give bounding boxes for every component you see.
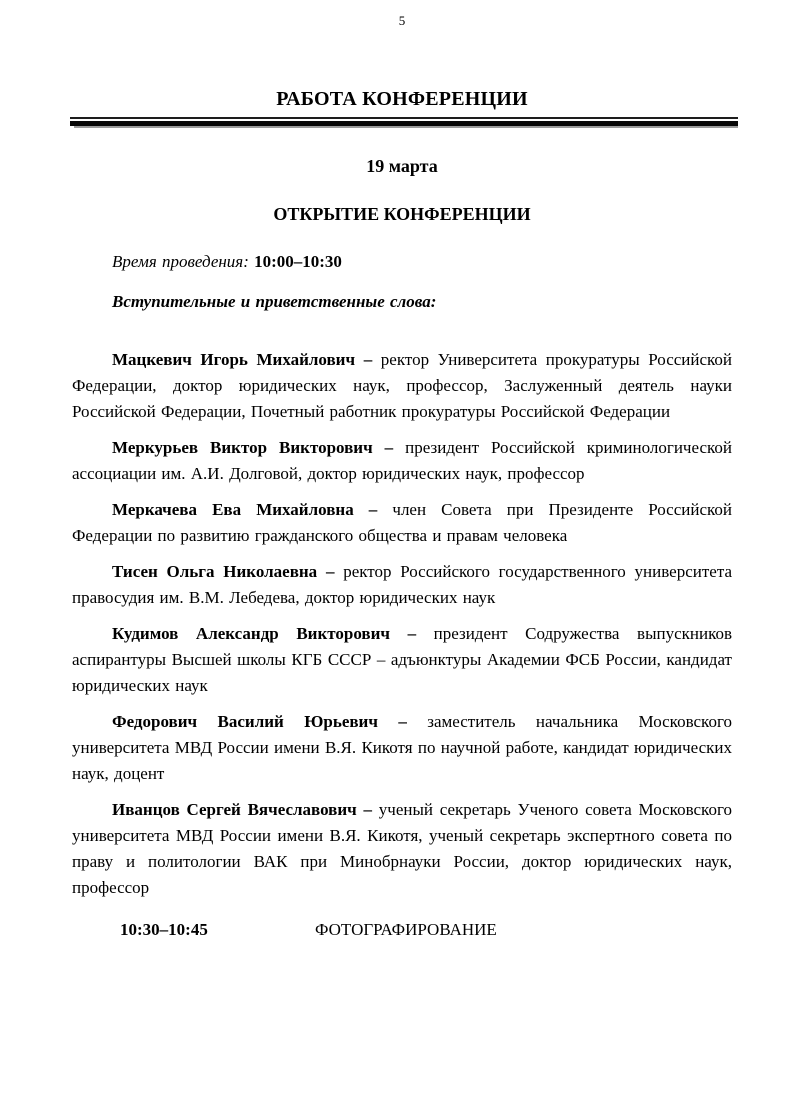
- speaker-name: Мацкевич Игорь Михайлович: [112, 350, 356, 369]
- speaker-name: Тисен Ольга Николаевна: [112, 562, 318, 581]
- speaker-entry: [72, 709, 732, 787]
- time-value: 10:00–10:30: [254, 252, 342, 271]
- dash-separator: –: [398, 712, 407, 731]
- speaker-description: ректор Российского государственного университета правосудия им. В.М. Лебедева, доктор юридических наук: [72, 562, 733, 607]
- date-heading: 19 марта: [366, 156, 438, 176]
- intro-heading: Вступительные и приветственные слова:: [112, 292, 437, 311]
- page-number: 5: [398, 13, 406, 28]
- speaker-description: президент Российской криминологической ассоциации им. А.И. Долговой, доктор юридических наук, профессор: [72, 438, 732, 483]
- dash-separator: –: [363, 350, 373, 369]
- dash-separator: –: [368, 500, 378, 519]
- dash-separator: –: [384, 438, 394, 457]
- schedule-activity: ФОТОГРАФИРОВАНИЕ: [315, 920, 497, 939]
- rule-shadow-line: [74, 126, 738, 128]
- schedule-time: 10:30–10:45: [120, 920, 208, 939]
- speaker-entry: [72, 435, 732, 487]
- speaker-entry: [72, 797, 732, 901]
- speaker-entry: [72, 347, 732, 425]
- speaker-name: Кудимов Александр Викторович: [112, 624, 390, 643]
- section-heading: ОТКРЫТИЕ КОНФЕРЕНЦИИ: [273, 204, 531, 224]
- speaker-description: заместитель начальника Московского университета МВД России имени В.Я. Кикотя по научной работе, кандидат юридических наук, доцент: [72, 712, 732, 783]
- speaker-entry: [72, 621, 732, 699]
- speaker-name: Меркурьев Виктор Викторович: [112, 438, 373, 457]
- speaker-description: ученый секретарь Ученого совета Московского университета МВД России имени В.Я. Кикотя, ученый секретарь экспертного совета по праву и политологии ВАК при Минобрнауки России, доктор юридических наук, профессор: [72, 800, 733, 897]
- speaker-name: Федорович Василий Юрьевич: [112, 712, 378, 731]
- schedule-row: [72, 917, 732, 943]
- time-label: Время проведения:: [112, 252, 249, 271]
- dash-separator: –: [363, 800, 373, 819]
- document-title: РАБОТА КОНФЕРЕНЦИИ: [276, 88, 528, 110]
- speaker-entry: [72, 559, 732, 611]
- title-rule-divider: [70, 117, 738, 128]
- dash-separator: –: [325, 562, 335, 581]
- speaker-description: ректор Университета прокуратуры Российской Федерации, доктор юридических наук, профессор, Заслуженный деятель науки Российской Федерации, Почетный работник прокуратуры Российской Федерации: [72, 350, 733, 421]
- speaker-name: Иванцов Сергей Вячеславович: [112, 800, 357, 819]
- speaker-name: Меркачева Ева Михайловна: [112, 500, 354, 519]
- speaker-entry: [72, 497, 732, 549]
- speaker-description: президент Содружества выпускников аспирантуры Высшей школы КГБ СССР – адъюнктуры Академии ФСБ России, кандидат юридических наук: [72, 624, 733, 695]
- session-time-line: [72, 249, 732, 275]
- speaker-description: член Совета при Президенте Российской Федерации по развитию гражданского общества и правам человека: [72, 500, 733, 545]
- dash-separator: –: [407, 624, 417, 643]
